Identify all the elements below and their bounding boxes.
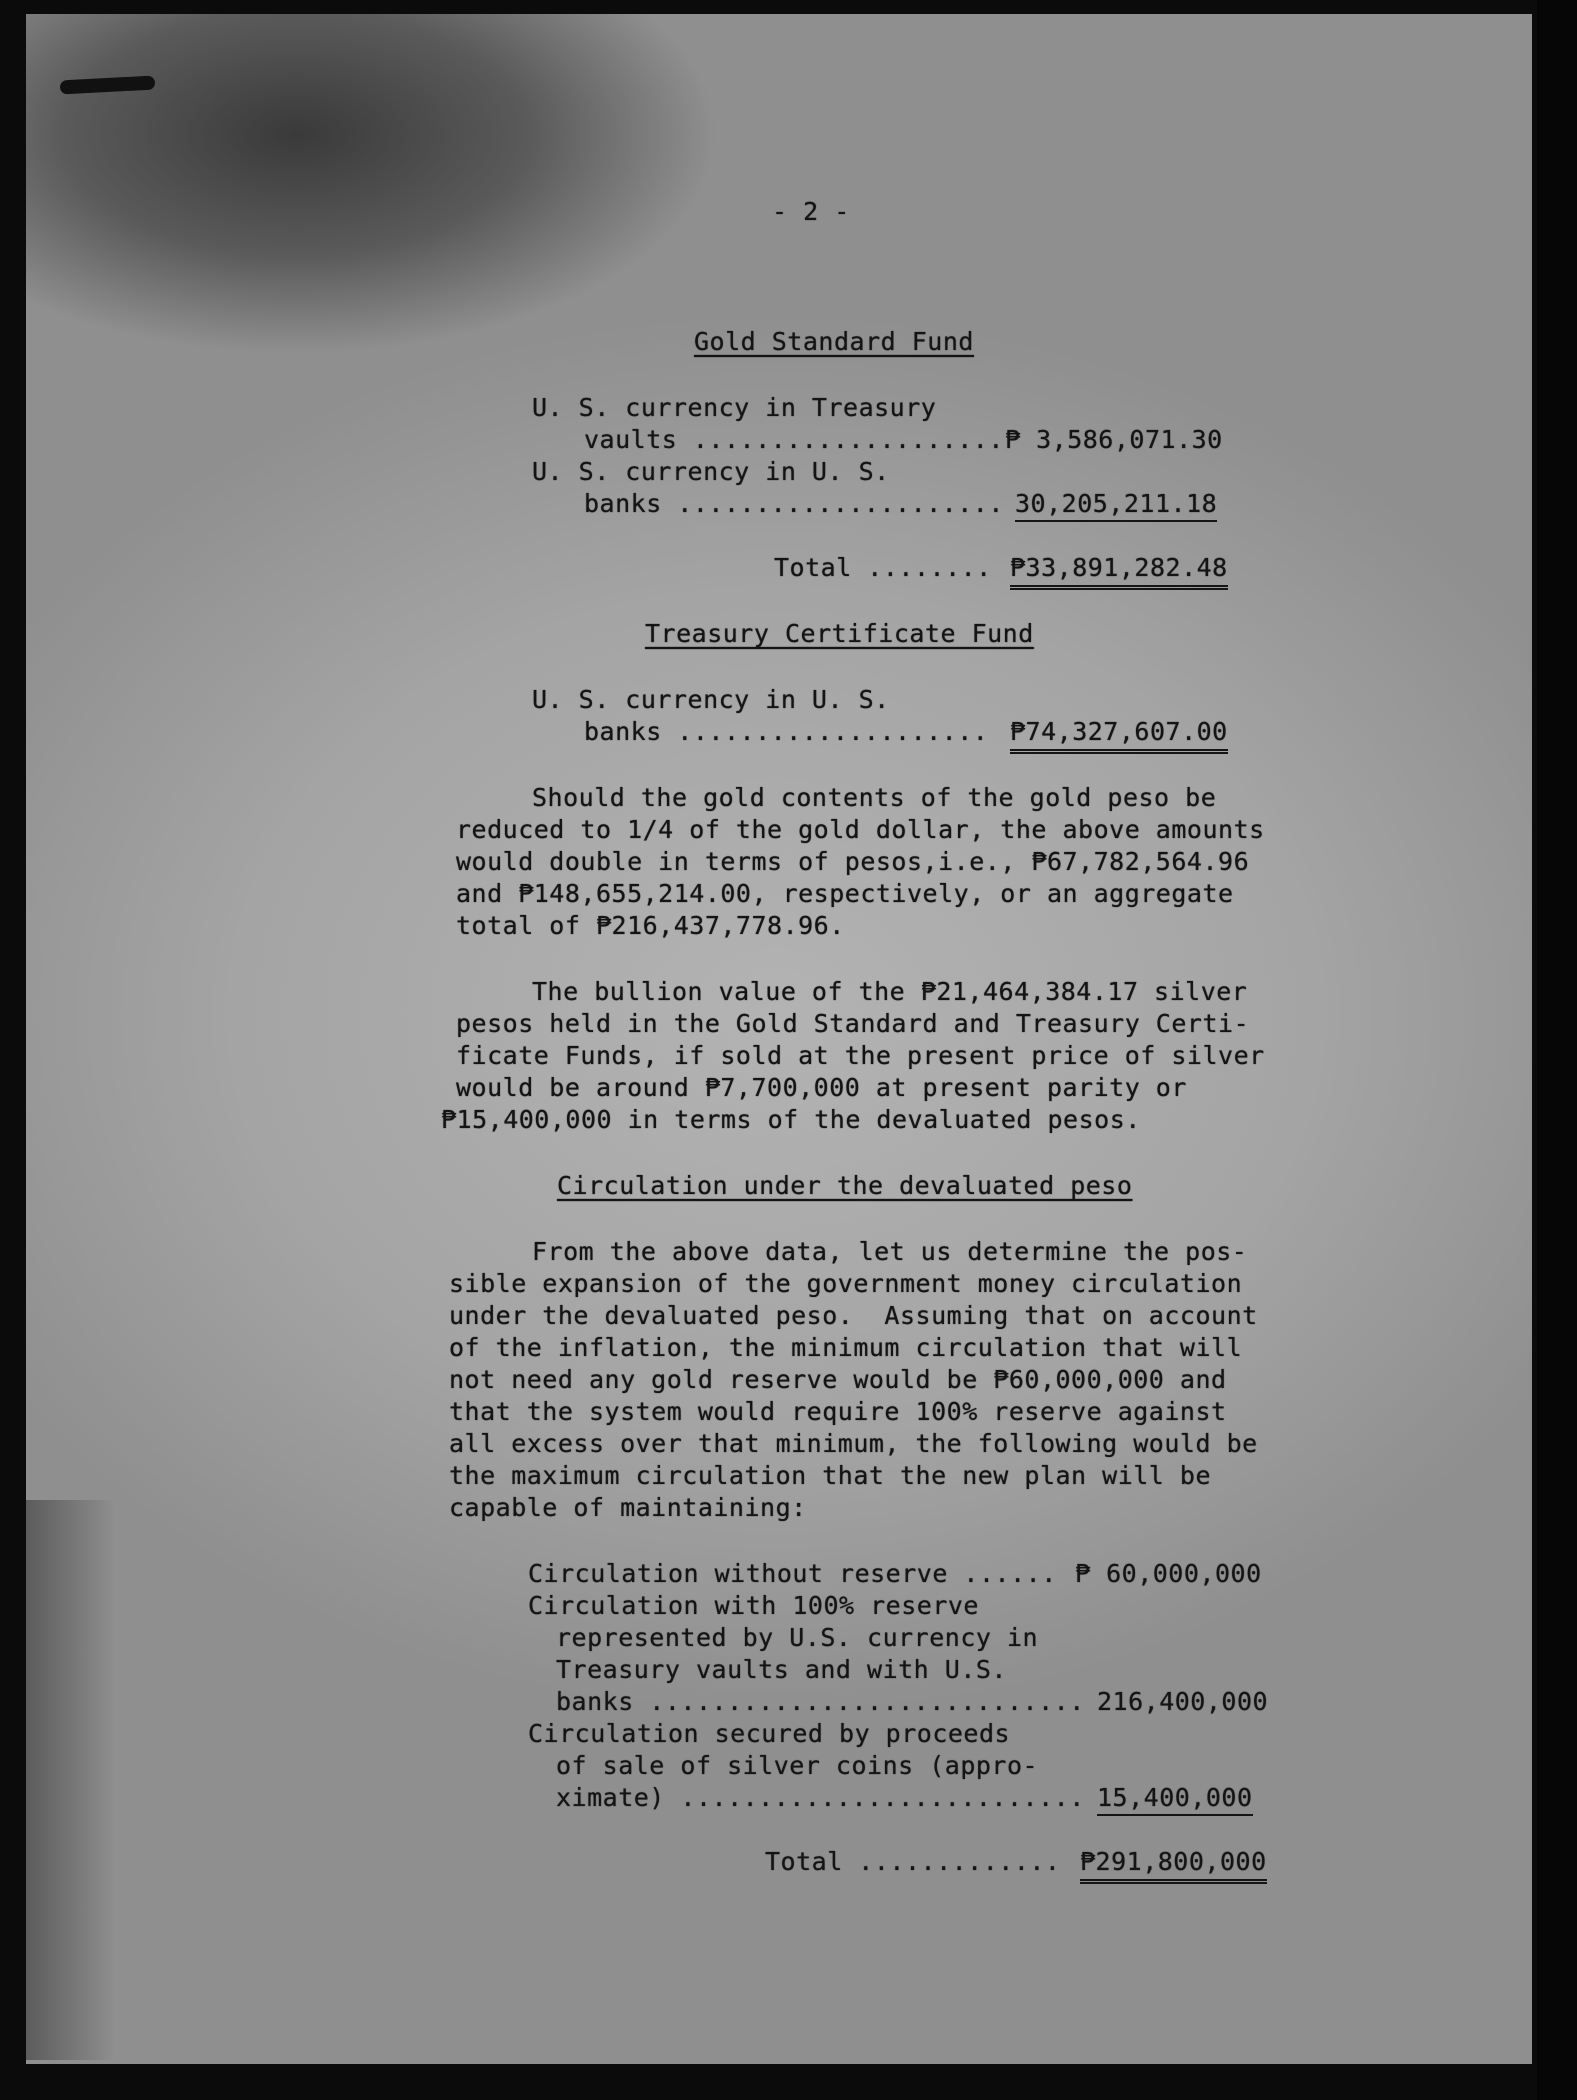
para1-line: would double in terms of pesos,i.e., ₱67,782,564.96	[456, 847, 1250, 876]
treasury-row1-label-b: banks ....................	[584, 717, 989, 746]
gold-fund-heading: Gold Standard Fund	[694, 327, 974, 356]
circ-r2-label-d: banks ............................	[556, 1687, 1085, 1716]
circ-r3-label-b: of sale of silver coins (appro-	[556, 1751, 1039, 1780]
para2-line: The bullion value of the ₱21,464,384.17 silver	[532, 977, 1248, 1006]
para1-line: total of ₱216,437,778.96.	[456, 911, 845, 940]
circ-r2-label-c: Treasury vaults and with U.S.	[556, 1655, 1007, 1684]
para3-line: that the system would require 100% reserve against	[449, 1397, 1227, 1426]
para3-line: all excess over that minimum, the following would be	[449, 1429, 1258, 1458]
treasury-fund-heading: Treasury Certificate Fund	[645, 619, 1034, 648]
para3-line: of the inflation, the minimum circulation that will	[449, 1333, 1243, 1362]
circ-r2-label-a: Circulation with 100% reserve	[528, 1591, 979, 1620]
circ-r3-label-c: ximate) ..........................	[556, 1783, 1085, 1812]
circ-r3-value: 15,400,000	[1097, 1782, 1253, 1816]
circ-r3-label-a: Circulation secured by proceeds	[528, 1719, 1011, 1748]
gold-row1-value: ₱ 3,586,071.30	[1005, 425, 1223, 454]
circ-r2-value: 216,400,000	[1097, 1687, 1269, 1716]
gold-row2-value: 30,205,211.18	[1015, 488, 1217, 522]
circ-r1-value: ₱ 60,000,000	[1075, 1559, 1262, 1588]
gold-total-label: Total ........	[774, 553, 992, 582]
circ-r2-label-b: represented by U.S. currency in	[556, 1623, 1039, 1652]
para2-line: ₱15,400,000 in terms of the devaluated pesos.	[441, 1105, 1141, 1134]
scan-frame-edge	[1537, 0, 1577, 2100]
circ-total-label: Total .............	[765, 1847, 1061, 1876]
treasury-row1-value: ₱74,327,607.00	[1010, 716, 1228, 754]
gold-row2-label-b: banks .....................	[584, 489, 1004, 518]
para3-line: not need any gold reserve would be ₱60,000,000 and	[449, 1365, 1227, 1394]
para3-line: capable of maintaining:	[449, 1493, 807, 1522]
gold-row1-label-a: U. S. currency in Treasury	[532, 393, 937, 422]
page-fold-shadow	[26, 1500, 116, 2060]
gold-row2-label-a: U. S. currency in U. S.	[532, 457, 890, 486]
page-number: - 2 -	[772, 197, 850, 226]
para1-line: reduced to 1/4 of the gold dollar, the above amounts	[456, 815, 1265, 844]
circ-r1-label: Circulation without reserve ......	[528, 1559, 1057, 1588]
para3-line: sible expansion of the government money circulation	[449, 1269, 1243, 1298]
para3-line: under the devaluated peso. Assuming that on account	[449, 1301, 1258, 1330]
para2-line: ficate Funds, if sold at the present price of silver	[456, 1041, 1265, 1070]
para1-line: and ₱148,655,214.00, respectively, or an aggregate	[456, 879, 1234, 908]
para2-line: pesos held in the Gold Standard and Treasury Certi-	[456, 1009, 1250, 1038]
circulation-heading: Circulation under the devaluated peso	[557, 1171, 1133, 1200]
circ-total-value: ₱291,800,000	[1080, 1846, 1267, 1884]
gold-total-value: ₱33,891,282.48	[1010, 552, 1228, 590]
gold-row1-label-b: vaults ....................	[584, 425, 1004, 454]
para2-line: would be around ₱7,700,000 at present parity or	[456, 1073, 1187, 1102]
treasury-row1-label-a: U. S. currency in U. S.	[532, 685, 890, 714]
para1-line: Should the gold contents of the gold peso be	[532, 783, 1217, 812]
para3-line: the maximum circulation that the new plan will be	[449, 1461, 1212, 1490]
para3-line: From the above data, let us determine the pos-	[532, 1237, 1248, 1266]
